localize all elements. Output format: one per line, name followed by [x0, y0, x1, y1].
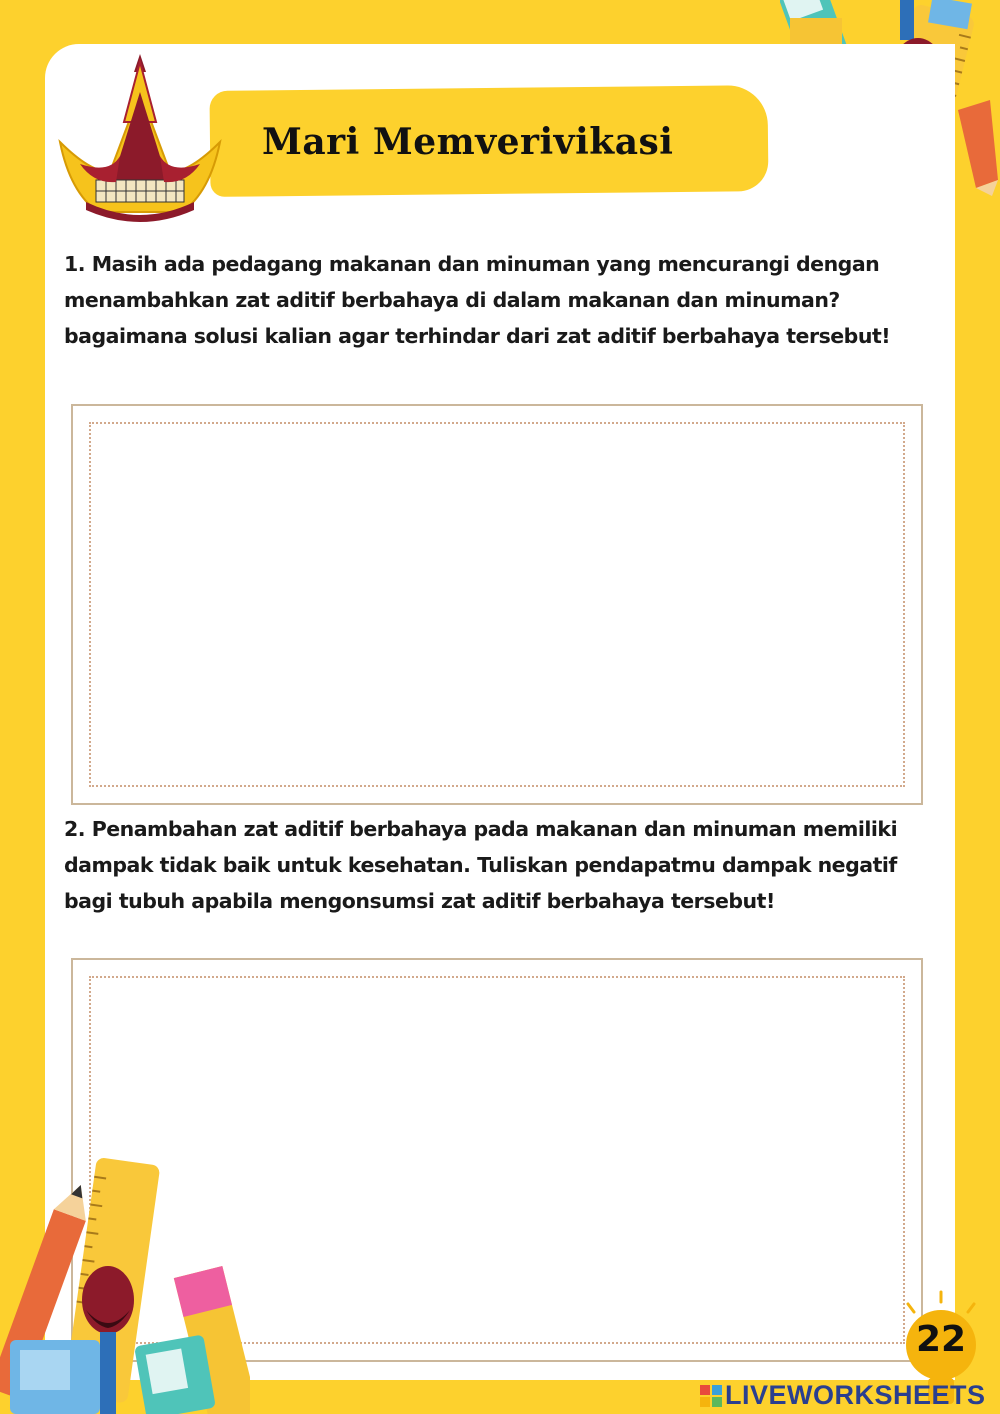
question-2-text: 2. Penambahan zat aditif berbahaya pada makanan dan minuman memiliki dampak tidak baik untuk kesehatan. Tuliskan pendapatmu dampak negatif bagi tubuh apabila mengonsumsi zat aditif berbahaya tersebut! — [64, 817, 898, 913]
liveworksheets-logo-icon — [700, 1385, 722, 1407]
stationery-bottom-left-decoration — [0, 1150, 250, 1414]
answer-box-1[interactable] — [71, 404, 923, 805]
crown-icon — [50, 52, 230, 224]
question-1-text: 1. Masih ada pedagang makanan dan minuman yang mencurangi dengan menambahkan zat aditif berbahaya di dalam makanan dan minuman? bagaimana solusi kalian agar terhindar dari zat aditif berbahaya tersebut! — [64, 252, 891, 348]
page-number: 22 — [906, 1310, 976, 1380]
liveworksheets-brand-text: LIVEWORKSHEETS — [725, 1380, 986, 1410]
answer-box-1-dotted-frame — [89, 422, 905, 787]
pencil-icon — [958, 100, 998, 196]
liveworksheets-brand — [700, 1378, 986, 1412]
page-title: Mari Memverivikasi — [262, 121, 674, 163]
